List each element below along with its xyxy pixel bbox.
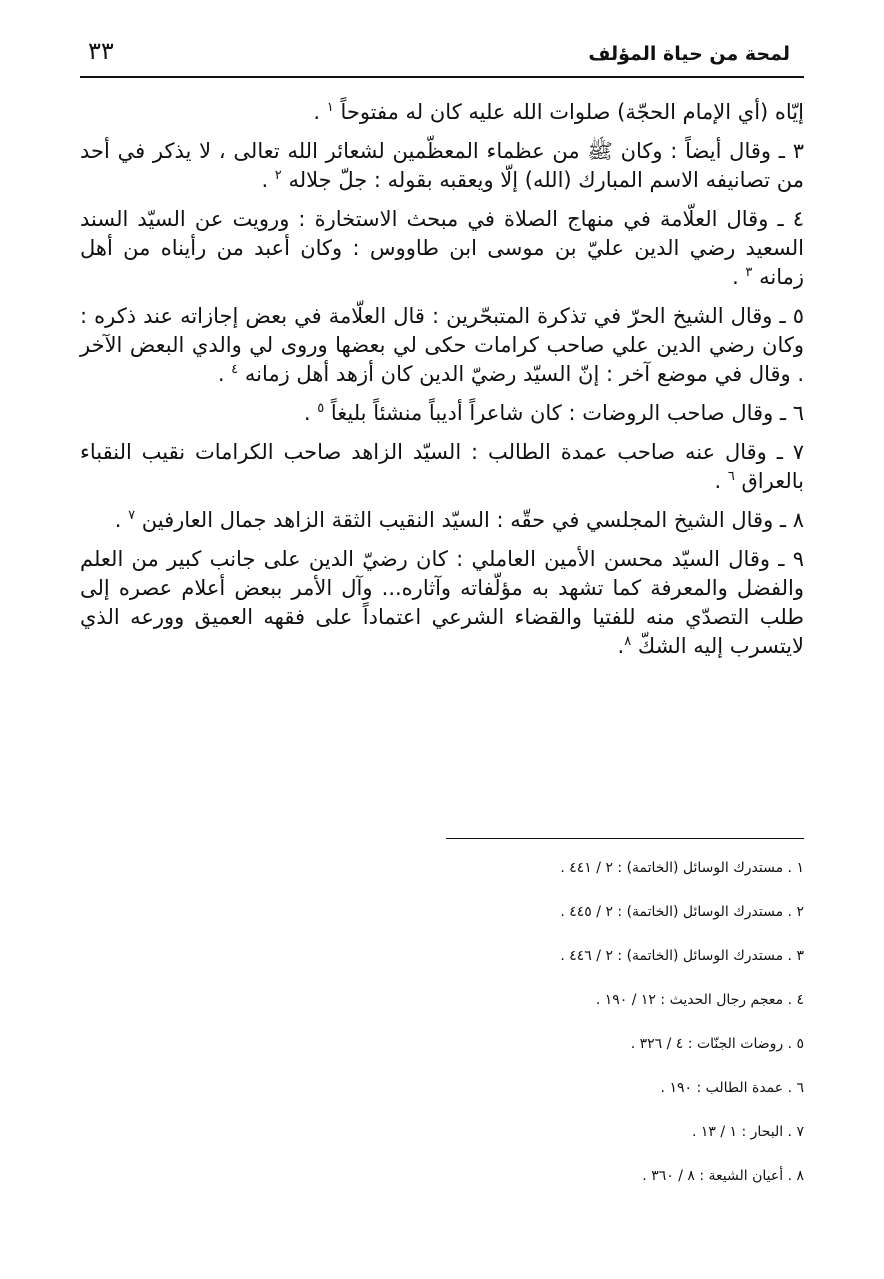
paragraph-text: ٦ ـ وقال صاحب الروضات : كان شاعراً أديباً منشئاً بليغاً — [330, 401, 804, 425]
running-title: لمحة من حياة المؤلف — [588, 43, 790, 65]
header-rule — [80, 76, 804, 78]
paragraph-text: ٤ ـ وقال العلّامة في منهاج الصلاة في مبحث الاستخارة : ورويت عن السيّد السند السعيد رضي الدين عليّ بن موسى ابن طاووس : وكان أعبد من رأيناه من أهل زمانه — [80, 207, 804, 289]
footnote: ٧ . البحار : ١ / ١٣ . — [691, 1124, 804, 1140]
footnote: ٢ . مستدرك الوسائل (الخاتمة) : ٢ / ٤٤٥ . — [560, 904, 804, 920]
footnote-separator — [446, 838, 804, 839]
footnote-ref: ١ — [326, 100, 334, 115]
footnote: ٣ . مستدرك الوسائل (الخاتمة) : ٢ / ٤٤٦ . — [560, 948, 804, 964]
page-number: ٣٣ — [88, 37, 114, 65]
paragraph — [80, 399, 804, 428]
footnote-ref: ٥ — [317, 401, 325, 416]
paragraph-end: . — [732, 265, 746, 289]
paragraph-end: . — [217, 362, 232, 386]
footnote-ref: ٢ — [274, 168, 282, 183]
paragraph-end: . — [714, 469, 728, 493]
paragraph-text: ٨ ـ وقال الشيخ المجلسي في حقّه : السيّد النقيب الثقة الزاهد جمال العارفين — [141, 508, 804, 532]
paragraph-text: إيّاه (أي الإمام الحجّة) صلوات الله عليه كان له مفتوحاً — [340, 100, 804, 124]
footnote-ref: ٧ — [128, 508, 136, 523]
paragraph — [80, 438, 804, 496]
paragraph-text: ٩ ـ وقال السيّد محسن الأمين العاملي : كان رضيّ الدين على جانب كبير من العلم والفضل والمعرفة كما تشهد به مؤلّفاته وآثاره... وآل الأمر ببعض أعلام عصره إلى طلب التصدّي منه للفتيا والقضاء الشرعي اعتماداً على فقهه العميق وورعه الذي لايتسرب إليه الشكّ — [80, 547, 804, 658]
footnote: ٦ . عمدة الطالب : ١٩٠ . — [660, 1080, 804, 1096]
paragraph — [80, 545, 804, 661]
paragraph — [80, 98, 804, 127]
footnote: ١ . مستدرك الوسائل (الخاتمة) : ٢ / ٤٤١ . — [560, 860, 804, 876]
footnote-ref: ٤ — [231, 362, 239, 377]
paragraph-text: ٧ ـ وقال عنه صاحب عمدة الطالب : السيّد الزاهد صاحب الكرامات نقيب النقباء بالعراق — [80, 440, 804, 493]
paragraph-text: ٣ ـ وقال أيضاً : وكان ﷺ من عظماء المعظّمين لشعائر الله تعالى ، لا يذكر في أحد من تصانيفه الاسم المبارك (الله) إلّا ويعقبه بقوله : جلّ جلاله — [80, 139, 804, 192]
paragraph — [80, 302, 804, 389]
paragraph — [80, 205, 804, 292]
paragraph-end: . — [261, 168, 275, 192]
paragraph-end: . — [114, 508, 129, 532]
footnote-ref: ٨ — [624, 634, 632, 649]
paragraph — [80, 137, 804, 195]
footnote: ٥ . روضات الجنّات : ٤ / ٣٢٦ . — [630, 1036, 804, 1052]
paragraph-end: . — [617, 634, 625, 658]
paragraph-end: . — [313, 100, 327, 124]
footnote-ref: ٦ — [727, 469, 735, 484]
paragraph — [80, 506, 804, 535]
paragraph-end: . — [303, 401, 318, 425]
body-text — [80, 98, 804, 671]
footnotes — [80, 858, 804, 1210]
footnote: ٤ . معجم رجال الحديث : ١٢ / ١٩٠ . — [595, 992, 804, 1008]
footnote-ref: ٣ — [745, 265, 753, 280]
paragraph-text: ٥ ـ وقال الشيخ الحرّ في تذكرة المتبحّرين : قال العلّامة في بعض إجازاته عند ذكره : وكان رضي الدين علي صاحب كرامات حكى لي بعضها وروى لي والدي البعض الآخر . وقال في موضع آخر : إنّ السيّد رضيّ الدين كان أزهد أهل زمانه — [80, 304, 804, 386]
footnote: ٨ . أعيان الشيعة : ٨ / ٣٦٠ . — [642, 1168, 804, 1184]
